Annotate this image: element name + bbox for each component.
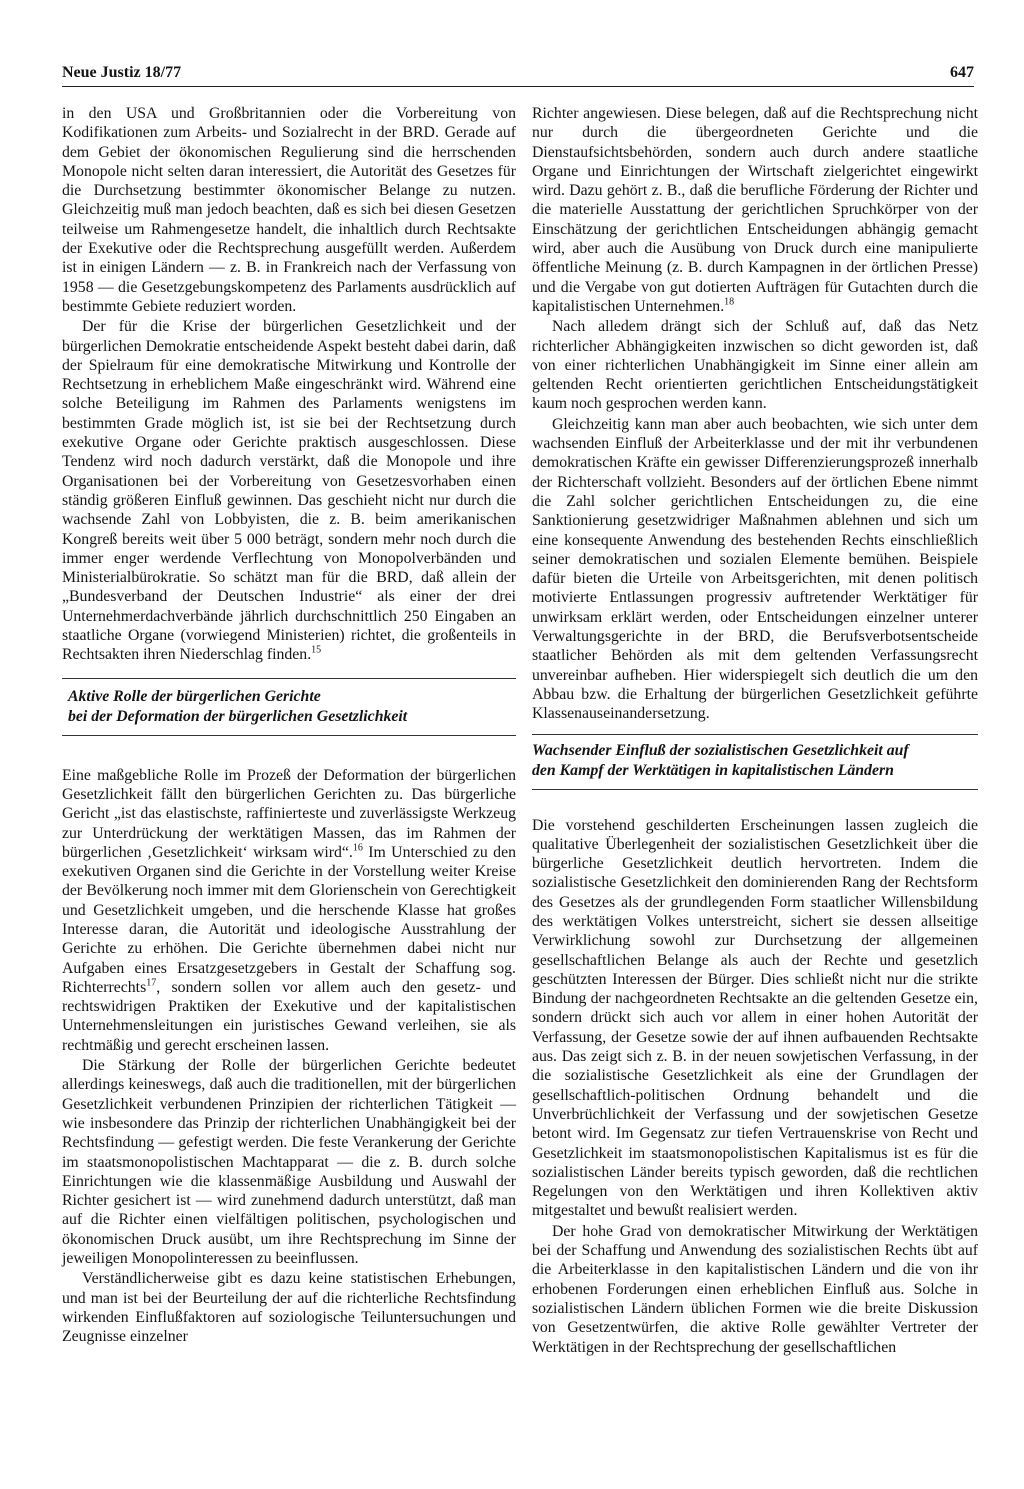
paragraph: [62, 766, 516, 1055]
section-heading-line: den Kampf der Werktätigen in kapitalistischen Ländern: [532, 761, 894, 779]
divider: [62, 735, 516, 736]
paragraph: [532, 104, 978, 316]
footnote-ref: 18: [724, 296, 735, 308]
section-heading-block: [62, 678, 516, 736]
section-heading-line: Aktive Rolle der bürgerlichen Gerichte: [68, 687, 321, 705]
paragraph-text: Richter angewiesen. Diese belegen, daß auf die Rechtsprechung nicht nur durch die übergeordneten Gerichte und die Dienstaufsichtsbehörden, sondern auch durch andere staatliche Organe und Einrichtungen der Wirtschaft zielgerichtet eingewirkt wird. Dazu gehört z. B., daß die berufliche Förderung der Richter und die materielle Ausstattung der gerichtlichen Spruchkörper von der Einschätzung der gerichtlichen Entscheidungen abhängig gemacht wird, aber auch die Ausübung von Druck durch eine manipulierte öffentliche Meinung (z. B. durch Kampagnen in der örtlichen Presse) und die Vergabe von gut dotierten Aufträgen für Gutachten durch die kapitalistischen Unternehmen.: [532, 105, 978, 315]
running-header: [62, 64, 974, 87]
paragraph-text: Eine maßgebliche Rolle im Prozeß der Deformation der bürgerlichen Gesetzlichkeit fällt den bürgerlichen Gerichten zu. Das bürgerliche Gericht „ist das elastischste, raffinierteste und zuverlässigste Werkzeug zur Unterdrückung der werktätigen Massen, das im Rahmen der bürgerlichen ‚Gesetzlichkeit‘ wirksam wird“.: [62, 766, 516, 861]
paragraph: in den USA und Großbritannien oder die Vorbereitung von Kodifikationen zum Arbeits- und Sozialrecht in der BRD. Gerade auf dem Gebiet der ökonomischen Regulierung sind die herrschenden Monopole nicht selten daran interessiert, die Autorität des Gesetzes für die Durchsetzung bestimmter ökonomischer Belange zu nutzen. Gleichzeitig muß man jedoch beachten, daß es sich bei diesen Gesetzen teilweise um Rahmengesetze handelt, die inhaltlich durch Rechtsakte der Exekutive oder die Rechtsprechung ausgefüllt werden. Außerdem ist in einigen Ländern — z. B. in Frankreich nach der Verfassung von 1958 — die Gesetzgebungskompetenz des Parlaments ausdrücklich auf bestimmte Gebiete reduziert worden.: [62, 105, 516, 315]
footnote-ref: 16: [352, 842, 363, 854]
paragraph: [62, 317, 516, 664]
section-heading-line: Wachsender Einfluß der sozialistischen Gesetzlichkeit auf: [532, 741, 909, 759]
footnote-ref: 17: [146, 977, 157, 989]
divider: [532, 734, 978, 735]
section-heading: [62, 687, 516, 727]
right-column: [532, 104, 978, 1357]
journal-title: Neue Justiz 18/77: [62, 64, 182, 81]
paragraph: Die vorstehend geschilderten Erscheinungen lassen zugleich die qualitative Überlegenheit der sozialistischen Gesetzlichkeit über die bürgerliche Gesetzlichkeit deutlich hervortreten. Indem die sozialistische Gesetzlichkeit den dominierenden Rang der Rechtsform des Gesetzes als der grundlegenden Form staatlicher Willensbildung des werktätigen Volkes unterstreicht, sichert sie dessen allseitige Verwirklichung sowohl zur Durchsetzung der allgemeinen gesellschaftlichen Belange als auch der Rechte und gesetzlich geschützten Interessen der Bürger. Dies schließt nicht nur die strikte Bindung der nachgeordneten Rechtsakte an die geltenden Gesetze ein, sondern drückt sich auch vor allem in einer hohen Autorität der Verfassung, der Gesetze sowie der auf ihnen aufbauenden Rechtsakte aus. Das zeigt sich z. B. in der neuen sowjetischen Verfassung, in der die sozialistische Gesetzlichkeit als eine der Grundlagen der gesellschaftlich-politischen Ordnung behandelt und die Unverbrüchlichkeit der Verfassung und der sowjetischen Gesetze betont wird. Im Gegensatz zur tiefen Vertrauenskrise von Recht und Gesetzlichkeit im staatsmonopolistischen Kapitalismus ist es für die sozialistischen Länder bereits typisch geworden, daß die rechtlichen Regelungen von den Werktätigen und ihren Kollektiven aktiv mitgestaltet und bewußt realisiert werden.: [532, 816, 978, 1220]
paragraph-text: Der für die Krise der bürgerlichen Gesetzlichkeit und der bürgerlichen Demokratie entscheidende Aspekt besteht dabei darin, daß der Spielraum für eine demokratische Mitwirkung und Kontrolle der Rechtsetzung in erheblichem Maße eingeschränkt wird. Während eine solche Beteiligung im Rahmen des Parlaments wenigstens im bestimmten Grade möglich ist, ist sie bei der Rechtsetzung durch exekutive Organe oder Gerichte praktisch ausgeschlossen. Diese Tendenz wird noch dadurch verstärkt, daß die Monopole und ihre Organisationen bei der Vorbereitung von Gesetzesvorhaben einen ständig größeren Einfluß gewinnen. Das geschieht nicht nur durch die wachsende Zahl von Lobbyisten, die z. B. beim amerikanischen Kongreß bereits weit über 5 000 beträgt, sondern mehr noch durch die immer enger werdende Verflechtung von Monopolverbänden und Ministerialbürokratie. So schätzt man für die BRD, daß allein der „Bundesverband der Deutschen Industrie“ als einer der drei Unternehmerdachverbände jährlich durchschnittlich 250 Eingaben an staatliche Organe (vorwiegend Ministerien) richtet, die großenteils in Rechtsakten ihren Niederschlag finden.: [62, 318, 516, 664]
paragraph: Gleichzeitig kann man aber auch beobachten, wie sich unter dem wachsenden Einfluß der Arbeiterklasse und der mit ihr verbundenen demokratischen Kräfte ein gewisser Differenzierungsprozeß innerhalb der Richterschaft vollzieht. Besonders auf der örtlichen Ebene nimmt die Zahl solcher gerichtlichen Entscheidungen zu, die eine Sanktionierung gesetzwidriger Maßnahmen ablehnen und sich um eine konsequente Anwendung des bestehenden Rechts einschließlich seiner demokratischen und sozialen Elemente bemühen. Beispiele dafür bieten die Urteile von Arbeitsgerichten, mit denen politisch motivierte Entlassungen progressiv auftretender Werktätiger für unwirksam erklärt werden, oder Entscheidungen einzelner unterer Verwaltungsgerichte in der BRD, die Berufsverbotsentscheide staatlicher Behörden als mit dem geltenden Verfassungsrecht unvereinbar aufheben. Hier widerspiegelt sich deutlich die um den Abbau bzw. die Erhaltung der bürgerlichen Gesetzlichkeit geführte Klassenauseinandersetzung.: [532, 415, 978, 723]
paragraph: Nach alledem drängt sich der Schluß auf, daß das Netz richterlicher Abhängigkeiten inzwischen so dicht geworden ist, daß von einer richterlichen Unabhängigkeit im Sinne einer allein am geltenden Recht orientierten gerichtlichen Entscheidungstätigkeit kaum noch gesprochen werden kann.: [532, 318, 978, 413]
paragraph: Der hohe Grad von demokratischer Mitwirkung der Werktätigen bei der Schaffung und Anwendung des sozialistischen Rechts übt auf die Arbeiterklasse in den kapitalistischen Ländern und die von ihr erhobenen Forderungen einen erheblichen Einfluß aus. Solche in sozialistischen Ländern üblichen Formen wie die breite Diskussion von Gesetzentwürfen, die aktive Rolle gewählter Vertreter der Werktätigen in der Rechtsprechung der gesellschaftlichen: [532, 1222, 978, 1356]
paragraph-text: , sondern sollen vor allem auch den gesetz- und rechtswidrigen Praktiken der Exekutive und der kapitalistischen Unternehmensleitungen ein juristisches Gewand verleihen, sie als rechtmäßig und gerecht erscheinen lassen.: [62, 978, 516, 1054]
footnote-ref: 15: [311, 645, 322, 657]
paragraph: Verständlicherweise gibt es dazu keine statistischen Erhebungen, und man ist bei der Beurteilung der auf die richterliche Rechtsfindung wirkenden Einflußfaktoren auf soziologische Teiluntersuchungen und Zeugnisse einzelner: [62, 1270, 516, 1346]
section-heading: [532, 741, 978, 781]
section-heading-line: bei der Deformation der bürgerlichen Gesetzlichkeit: [68, 707, 408, 725]
page-number: 647: [950, 64, 974, 81]
section-heading-block: [532, 734, 978, 790]
divider: [532, 789, 978, 790]
divider: [62, 678, 516, 679]
left-column: [62, 104, 516, 1347]
paragraph: Die Stärkung der Rolle der bürgerlichen Gerichte bedeutet allerdings keineswegs, daß auch die traditionellen, mit der bürgerlichen Gesetzlichkeit verbundenen Prinzipien der richterlichen Tätigkeit — wie insbesondere das Prinzip der richterlichen Unabhängigkeit bei der Rechtsfindung — gefestigt werden. Die feste Verankerung der Gerichte im staatsmonopolistischen Machtapparat — die z. B. durch solche Einrichtungen wie die klassenmäßige Ausbildung und Auswahl der Richter gesichert ist — wird zunehmend dadurch unterstützt, daß man auf die Richter einen vielfältigen politischen, psychologischen und ökonomischen Druck ausübt, um ihre Rechtsprechung im Sinne der jeweiligen Monopolinteressen zu beeinflussen.: [62, 1057, 516, 1268]
paragraph-text: Im Unterschied zu den exekutiven Organen sind die Gerichte in der Vorstellung weiter Kreise der Bevölkerung noch immer mit dem Glorienschein von Gerechtigkeit und Gesetzlichkeit umgeben, und die herschende Klasse hat großes Interesse daran, die Autorität und ideologische Ausstrahlung der Gerichte zu erhöhen. Die Gerichte übernehmen dabei nicht nur Aufgaben eines Ersatzgesetzgebers in Gestalt der Schaffung sog. Richterrechts: [62, 843, 516, 996]
